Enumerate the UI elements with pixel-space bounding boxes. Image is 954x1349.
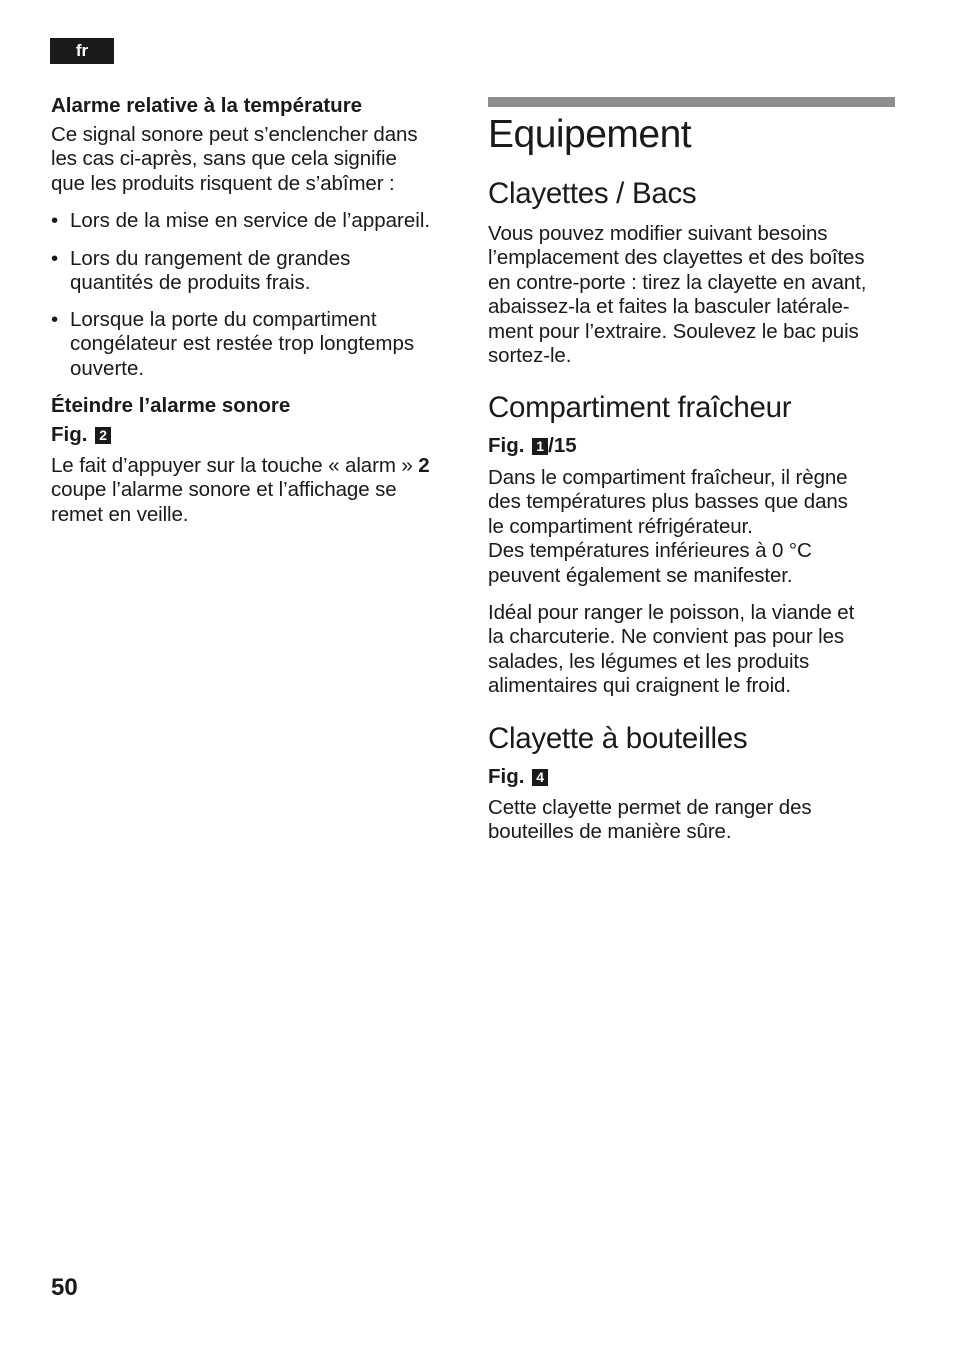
bullet-text: Lors du rangement de grandes (70, 247, 351, 270)
fresh-line: le compartiment réfrigérateur. (488, 514, 753, 538)
section-rule (488, 97, 895, 107)
list-item (51, 209, 461, 233)
shelves-line: l’emplacement des clayettes et des boîtes (488, 246, 865, 270)
list-item (51, 308, 461, 381)
bullet-text: congélateur est restée trop longtemps (70, 332, 415, 356)
fig-label: Fig. (488, 434, 525, 457)
shelves-heading: Clayettes / Bacs (488, 177, 697, 210)
bottle-line: Cette clayette permet de ranger des (488, 796, 812, 819)
fresh-heading: Compartiment fraîcheur (488, 391, 792, 424)
bullet-text: Lors de la mise en service de l’appareil. (70, 209, 431, 232)
alarm-intro (51, 123, 461, 196)
fig-number-badge: 4 (532, 769, 548, 786)
list-item (51, 247, 461, 296)
alarm-bullet-list (51, 247, 461, 296)
fig-suffix: /15 (548, 434, 577, 457)
fresh-line: peuvent également se manifester. (488, 563, 793, 587)
shelves-line: ment pour l’extraire. Soulevez le bac puis (488, 319, 859, 343)
alarm-off-line: remet en veille. (51, 502, 189, 526)
alarm-intro-line: que les produits risquent de s’abîmer : (51, 171, 395, 195)
alarm-bullet-list (51, 308, 461, 381)
bottle-fig-ref (488, 765, 548, 789)
alarm-off-text (51, 454, 471, 527)
bottle-line: bouteilles de manière sûre. (488, 820, 732, 844)
alarm-heading: Alarme relative à la température (51, 94, 363, 117)
page-title: Equipement (488, 113, 692, 156)
shelves-text (488, 222, 900, 368)
fresh-line: des températures plus basses que dans (488, 490, 848, 514)
fig-number-badge: 2 (95, 427, 111, 444)
alarm-intro-line: Ce signal sonore peut s’enclencher dans (51, 123, 418, 146)
shelves-line: en contre-porte : tirez la clayette en avant, (488, 270, 867, 294)
alarm-off-line: coupe l’alarme sonore et l’affichage se (51, 478, 397, 502)
fresh-text-2 (488, 601, 900, 699)
key-number: 2 (418, 454, 430, 477)
bullet-icon: • (51, 247, 59, 270)
shelves-line: sortez-le. (488, 344, 572, 368)
text-span: Le fait d’appuyer sur la touche « alarm » (51, 454, 419, 477)
alarm-intro-line: les cas ci-après, sans que cela signifie (51, 147, 397, 171)
alarm-off-fig-ref (51, 423, 111, 447)
bottle-text (488, 796, 900, 845)
fig-number-badge: 1 (532, 438, 548, 455)
fresh-line: Des températures inférieures à 0 °C (488, 539, 812, 563)
fig-label: Fig. (488, 765, 525, 788)
alarm-off-line (51, 454, 471, 478)
bullet-text: ouverte. (70, 356, 145, 380)
fresh-text-1 (488, 466, 900, 588)
fresh-line: la charcuterie. Ne convient pas pour les (488, 625, 845, 649)
fresh-fig-ref (488, 434, 577, 458)
fig-label: Fig. (51, 423, 88, 446)
bullet-icon: • (51, 209, 59, 232)
page-number: 50 (51, 1274, 78, 1301)
shelves-line: abaissez-la et faites la basculer latérale- (488, 295, 850, 319)
shelves-line: Vous pouvez modifier suivant besoins (488, 222, 828, 245)
bullet-icon: • (51, 308, 59, 331)
fresh-line: Dans le compartiment fraîcheur, il règne (488, 466, 848, 489)
fresh-line: Idéal pour ranger le poisson, la viande et (488, 601, 855, 624)
alarm-off-heading: Éteindre l’alarme sonore (51, 394, 291, 417)
alarm-bullet-list (51, 209, 461, 233)
language-label: fr (75, 41, 89, 60)
fresh-line: alimentaires qui craignent le froid. (488, 674, 791, 698)
language-tab (50, 38, 114, 64)
bullet-text: Lorsque la porte du compartiment (70, 308, 377, 331)
bottle-heading: Clayette à bouteilles (488, 722, 748, 755)
bullet-text: quantités de produits frais. (70, 271, 311, 295)
fresh-line: salades, les légumes et les produits (488, 649, 810, 673)
